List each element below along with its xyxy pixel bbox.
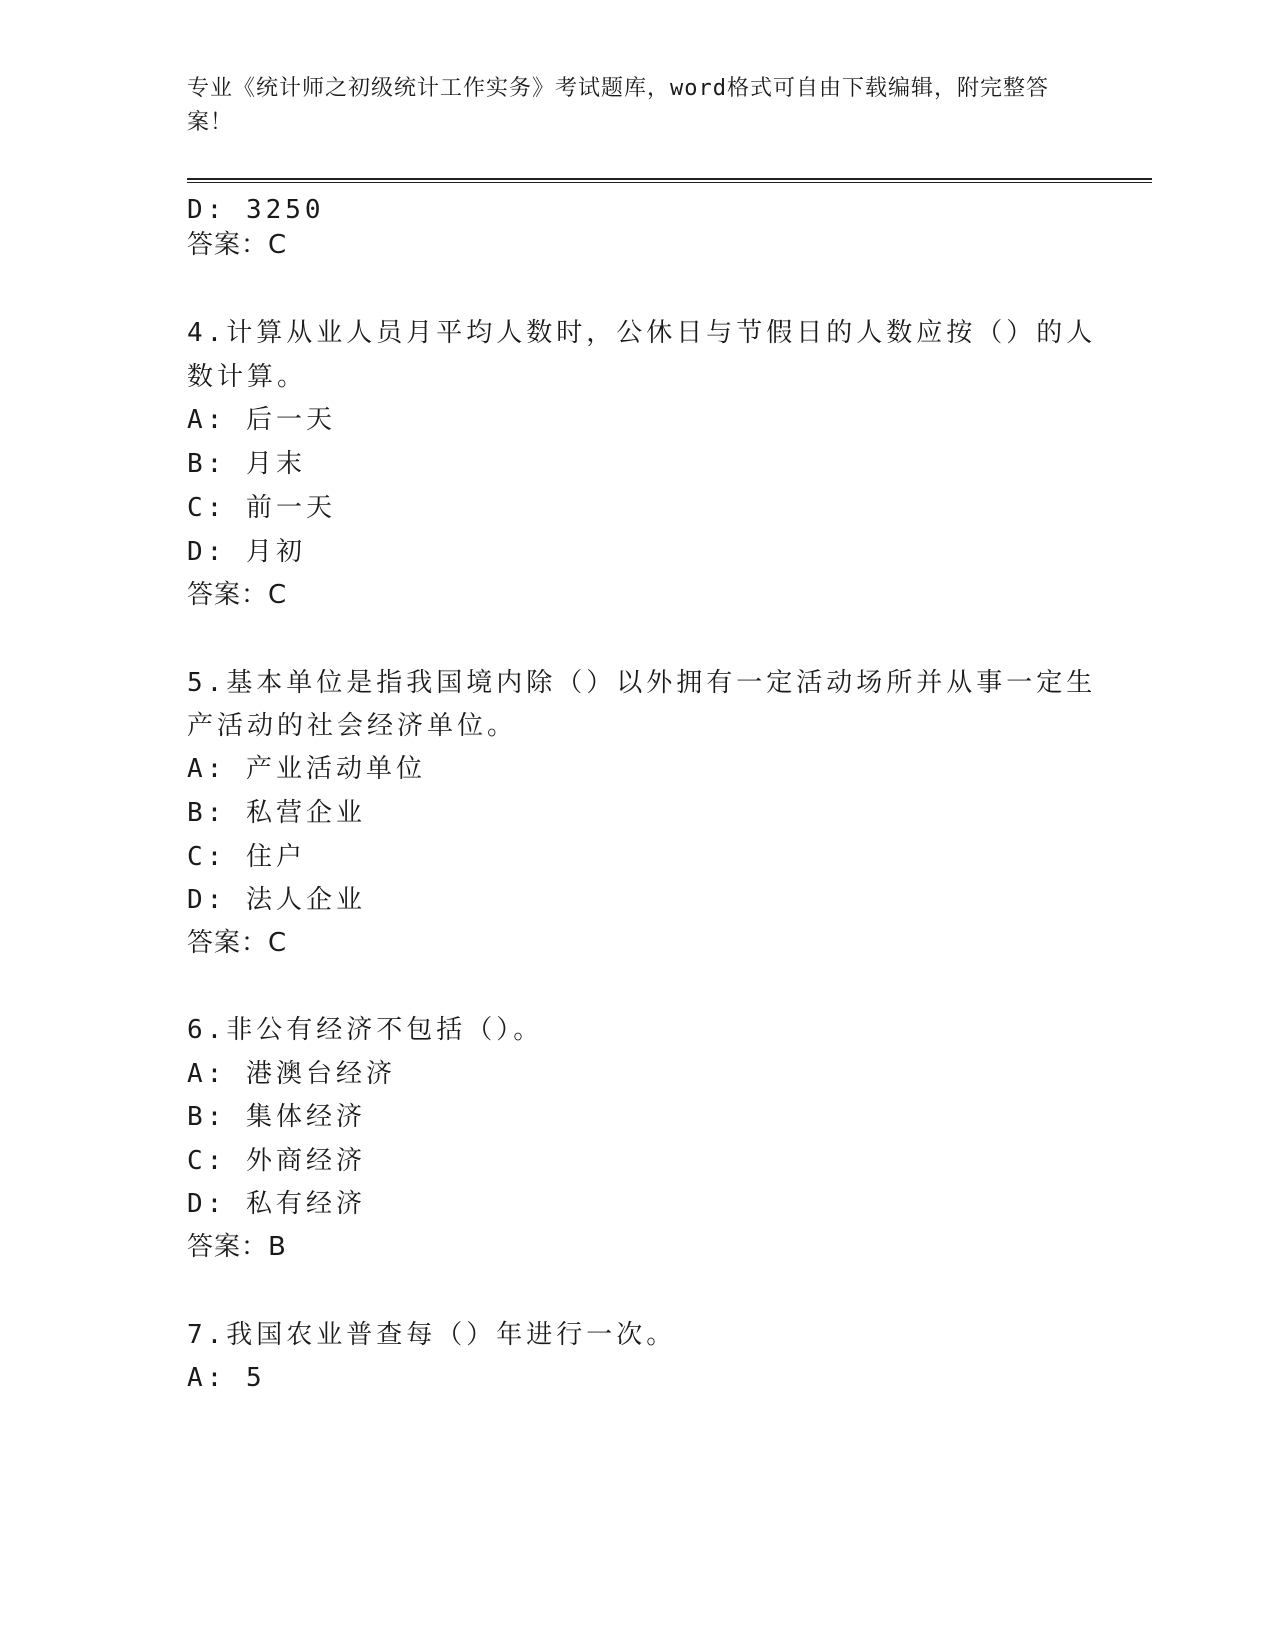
header-rule-thick (187, 178, 1152, 180)
answer-line: 答案：C (187, 230, 288, 260)
document-header: 专业《统计师之初级统计工作实务》考试题库，word格式可自由下载编辑，附完整答案！ (187, 76, 1049, 135)
question-text: 数计算。 (187, 362, 308, 392)
question-text: 5.基本单位是指我国境内除（）以外拥有一定活动场所并从事一定生 (187, 668, 1097, 698)
question-text: 产活动的社会经济单位。 (187, 711, 518, 741)
answer-line: 答案：B (187, 1232, 287, 1262)
question-text: 6.非公有经济不包括（）。 (187, 1015, 544, 1045)
header-rule-thin (187, 182, 1152, 183)
option-line: A: 5 (187, 1363, 266, 1393)
option-line: B: 集体经济 (187, 1102, 366, 1132)
option-line: A: 产业活动单位 (187, 754, 426, 784)
answer-line: 答案：C (187, 928, 288, 958)
option-line: D: 月初 (187, 537, 306, 567)
option-line: A: 后一天 (187, 405, 336, 435)
question-text: 4.计算从业人员月平均人数时，公休日与节假日的人数应按（）的人 (187, 318, 1097, 348)
option-line: A: 港澳台经济 (187, 1059, 396, 1089)
option-line: D: 法人企业 (187, 885, 366, 915)
answer-line: 答案：C (187, 580, 288, 610)
option-line: C: 前一天 (187, 493, 336, 523)
option-line: D: 私有经济 (187, 1189, 366, 1219)
option-line: C: 住户 (187, 842, 306, 872)
option-line: D: 3250 (187, 195, 325, 225)
option-line: C: 外商经济 (187, 1146, 366, 1176)
option-line: B: 私营企业 (187, 798, 366, 828)
option-line: B: 月末 (187, 449, 306, 479)
question-text: 7.我国农业普查每（）年进行一次。 (187, 1320, 677, 1350)
